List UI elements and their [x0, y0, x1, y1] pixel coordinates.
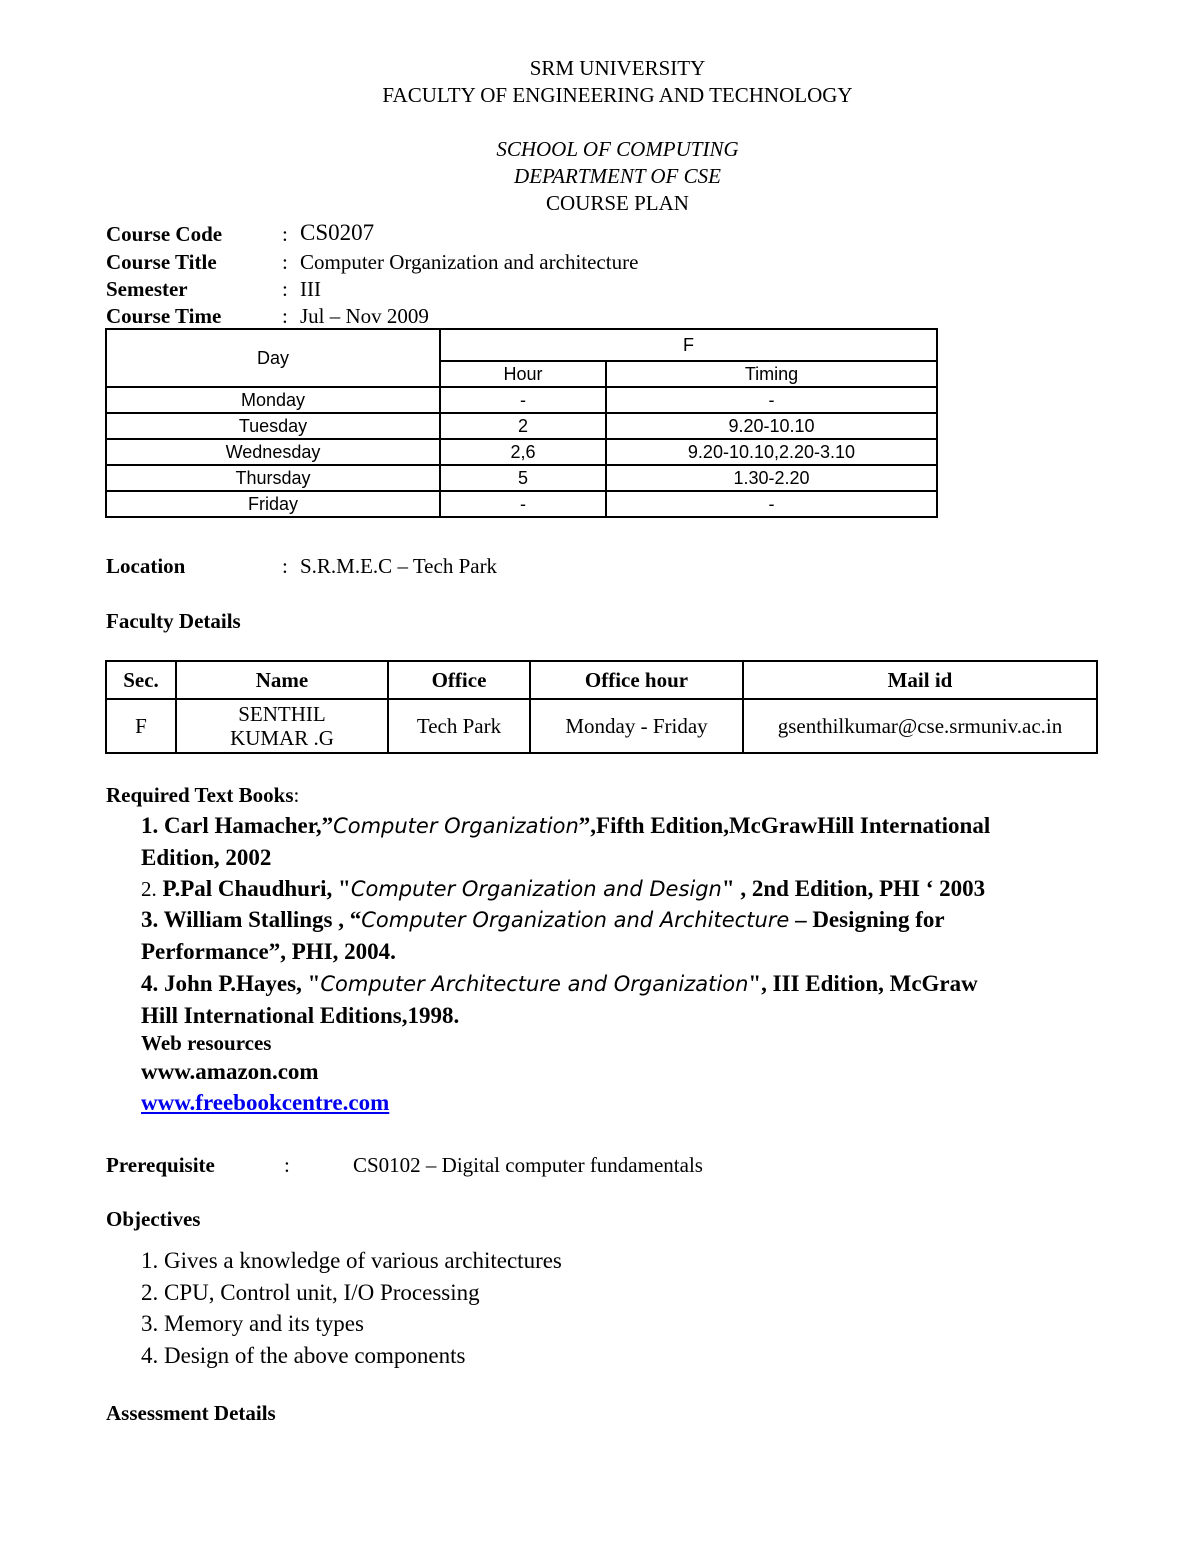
course-title-colon: : [282, 250, 288, 274]
col-sec-header: Sec. [106, 661, 176, 699]
university-name: SRM UNIVERSITY [529, 56, 706, 80]
faculty-name-line1: SENTHIL [238, 702, 326, 726]
faculty-name: FACULTY OF ENGINEERING AND TECHNOLOGY [382, 83, 853, 107]
textbook-author: William Stallings , “ [158, 907, 362, 932]
course-code-value: CS0207 [300, 220, 375, 245]
schedule-timing: 9.20-10.10 [606, 413, 937, 439]
schedule-timing: - [606, 387, 937, 413]
textbooks-heading [106, 783, 299, 808]
faculty-table [105, 660, 1098, 754]
schedule-row [106, 439, 937, 465]
textbook-title: Computer Organization and Architecture [361, 908, 790, 932]
location-colon: : [282, 554, 288, 578]
schedule-day: Friday [106, 491, 440, 517]
textbook-author: P.Pal Chaudhuri, " [156, 876, 351, 901]
textbook-details: ", III Edition, McGraw [748, 971, 978, 996]
faculty-office-hour: Monday - Friday [530, 699, 743, 753]
schedule-timing: - [606, 491, 937, 517]
timing-header: Timing [606, 361, 937, 387]
faculty-mail: gsenthilkumar@cse.srmuniv.ac.in [743, 699, 1097, 753]
objective-item: 2. CPU, Control unit, I/O Processing [141, 1280, 480, 1305]
schedule-hour: 5 [440, 465, 606, 491]
textbook-number: 1. [141, 813, 159, 838]
schedule-row [106, 413, 937, 439]
textbook-4 [141, 968, 1081, 1031]
schedule-hour: 2,6 [440, 439, 606, 465]
textbook-details-cont: Performance”, PHI, 2004. [141, 939, 396, 964]
objective-item: 1. Gives a knowledge of various architectures [141, 1248, 562, 1273]
schedule-row [106, 465, 937, 491]
col-office-header: Office [388, 661, 530, 699]
textbooks-heading-colon: : [293, 783, 300, 807]
section-header: F [440, 329, 937, 361]
faculty-row [106, 699, 1097, 753]
schedule-day: Monday [106, 387, 440, 413]
course-time-label: Course Time [106, 304, 222, 328]
day-header: Day [106, 329, 440, 387]
textbook-title: Computer Architecture and Organization [320, 972, 749, 996]
faculty-name-line2: KUMAR .G [230, 726, 334, 750]
web-resource-freebookcentre-link[interactable]: www.freebookcentre.com [141, 1090, 390, 1115]
textbook-details: – Designing for [789, 907, 945, 932]
textbook-details: ”,Fifth Edition,McGrawHill International [578, 813, 991, 838]
textbook-3 [141, 904, 1081, 967]
prerequisite-value: CS0102 – Digital computer fundamentals [353, 1153, 703, 1177]
hour-header: Hour [440, 361, 606, 387]
location-value: S.R.M.E.C – Tech Park [300, 554, 498, 578]
textbook-number: 3. [141, 907, 159, 932]
col-mail-header: Mail id [743, 661, 1097, 699]
course-title-label: Course Title [106, 250, 217, 274]
textbook-1 [141, 810, 1081, 873]
textbook-number: 2. [141, 877, 157, 901]
document-title: COURSE PLAN [546, 191, 689, 215]
schedule-table [105, 328, 938, 518]
schedule-day: Thursday [106, 465, 440, 491]
schedule-timing: 1.30-2.20 [606, 465, 937, 491]
faculty-details-heading: Faculty Details [106, 609, 241, 633]
prerequisite-label: Prerequisite [106, 1153, 215, 1177]
faculty-office: Tech Park [388, 699, 530, 753]
schedule-hour: - [440, 491, 606, 517]
textbooks-heading-text: Required Text Books [106, 783, 294, 807]
semester-colon: : [282, 277, 288, 301]
objective-item: 3. Memory and its types [141, 1311, 364, 1336]
schedule-row [106, 491, 937, 517]
web-resource-amazon: www.amazon.com [141, 1059, 319, 1084]
textbook-title: Computer Organization and Design [350, 877, 722, 901]
col-name-header: Name [176, 661, 388, 699]
schedule-day: Tuesday [106, 413, 440, 439]
textbook-details-cont: Edition, 2002 [141, 845, 272, 870]
course-code-colon: : [282, 222, 288, 246]
web-resources-heading: Web resources [141, 1031, 272, 1055]
textbook-2 [141, 873, 1081, 905]
course-time-value: Jul – Nov 2009 [300, 304, 429, 328]
school-name: SCHOOL OF COMPUTING [496, 137, 739, 161]
semester-value: III [300, 277, 321, 301]
course-title-value: Computer Organization and architecture [300, 250, 639, 274]
course-code-label: Course Code [106, 222, 223, 246]
faculty-name [176, 699, 388, 753]
schedule-hour: 2 [440, 413, 606, 439]
faculty-sec: F [106, 699, 176, 753]
department-name: DEPARTMENT OF CSE [514, 164, 721, 188]
schedule-day: Wednesday [106, 439, 440, 465]
textbook-details: " , 2nd Edition, PHI ‘ 2003 [721, 876, 986, 901]
location-label: Location [106, 554, 186, 578]
course-time-colon: : [282, 304, 288, 328]
textbook-author: John P.Hayes, " [158, 971, 321, 996]
schedule-timing: 9.20-10.10,2.20-3.10 [606, 439, 937, 465]
textbook-details-cont: Hill International Editions,1998. [141, 1003, 460, 1028]
textbook-number: 4. [141, 971, 159, 996]
schedule-row [106, 387, 937, 413]
prerequisite-colon: : [284, 1153, 290, 1177]
objective-item: 4. Design of the above components [141, 1343, 466, 1368]
objectives-heading: Objectives [106, 1207, 201, 1231]
col-office-hour-header: Office hour [530, 661, 743, 699]
semester-label: Semester [106, 277, 188, 301]
schedule-hour: - [440, 387, 606, 413]
textbook-title: Computer Organization [333, 814, 579, 838]
assessment-heading: Assessment Details [106, 1401, 276, 1425]
textbook-author: Carl Hamacher,” [158, 813, 334, 838]
